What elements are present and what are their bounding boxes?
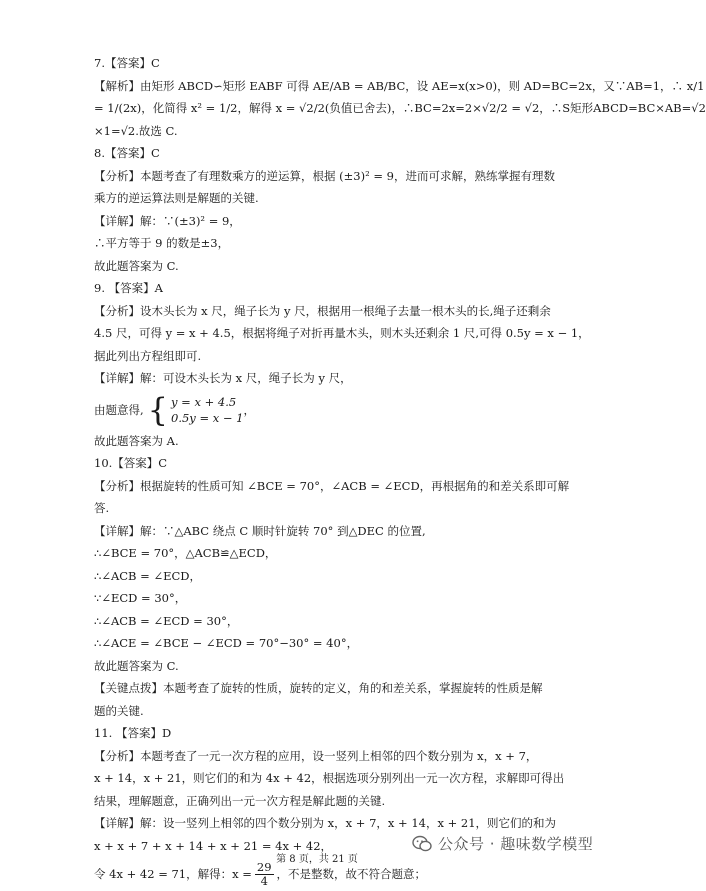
text-line: ∴∠ACB = ∠ECD = 30°， <box>94 613 239 628</box>
text-line: ∴∠BCE = 70°，△ACB≌△ECD， <box>94 546 277 560</box>
text-line: 10.【答案】C <box>94 456 168 470</box>
system-suffix: ， <box>243 402 255 417</box>
text-line: 7.【答案】C <box>94 56 160 70</box>
page-content <box>94 52 706 891</box>
left-brace-icon: { <box>147 390 169 429</box>
system-equation-2: 0.5y = x − 1 <box>171 410 244 425</box>
text-line: 11. 【答案】D <box>94 726 172 740</box>
text-line: 【分析】根据旋转的性质可知 ∠BCE = 70°，∠ACB = ∠ECD，再根据角的和差关系即可解 <box>94 478 570 493</box>
text-line: x + 14，x + 21，则它们的和为 4x + 42，根据选项分别列出一元一次方程，求解即可得出 <box>94 771 565 785</box>
text-line: 故此题答案为 A. <box>94 433 179 448</box>
text-line: ∵∠ECD = 30°， <box>94 591 187 605</box>
text-line: 【分析】设木头长为 x 尺，绳子长为 y 尺，根据用一根绳子去量一根木头的长,绳子还剩余 <box>94 303 551 318</box>
fraction-line-prefix: 令 4x + 42 = 71，解得：x = <box>94 867 252 881</box>
text-line: 8.【答案】C <box>94 146 160 160</box>
text-line: 【详解】解：∵(±3)² = 9， <box>94 213 241 228</box>
text-line: x + x + 7 + x + 14 + x + 21 = 4x + 42， <box>94 838 333 853</box>
system-prefix: 由题意得, <box>94 402 144 417</box>
system-equations <box>171 394 243 426</box>
system-equation-1: y = x + 4.5 <box>171 394 237 409</box>
text-line: 【分析】本题考查了有理数乘方的逆运算，根据 (±3)² = 9，进而可求解，熟练掌握有理数 <box>94 168 555 183</box>
text-line: ∴∠ACB = ∠ECD， <box>94 568 202 583</box>
text-line: 结果，理解题意，正确列出一元一次方程是解此题的关键. <box>94 793 386 808</box>
text-line: ∴∠ACE = ∠BCE − ∠ECD = 70°−30° = 40°， <box>94 636 359 650</box>
text-line: = 1/(2x)，化简得 x² = 1/2，解得 x = √2/2(负值已舍去)，∴BC=2x=2×√2/2 = √2，∴S矩形ABCD=BC×AB=√2 <box>94 101 706 115</box>
watermark-text: 公众号 · 趣味数学模型 <box>438 835 594 853</box>
text-line: 【解析】由矩形 ABCD∽矩形 EABF 可得 AE/AB = AB/BC，设 AE=x(x>0)，则 AD=BC=2x，又∵AB=1，∴ x/1 <box>94 78 705 93</box>
text-line: 乘方的逆运算法则是解题的关键. <box>94 191 259 205</box>
text-line: 【详解】解：设一竖列上相邻的四个数分别为 x，x + 7，x + 14，x + 21，则它们的和为 <box>94 816 557 830</box>
fraction-line-suffix: ，不是整数，故不符合题意； <box>276 867 427 881</box>
text-line: 【详解】解：可设木头长为 x 尺，绳子长为 y 尺， <box>94 371 352 385</box>
text-line: 题的关键. <box>94 703 144 718</box>
text-line: ×1=√2.故选 C. <box>94 123 178 138</box>
text-line: 故此题答案为 C. <box>94 258 179 273</box>
text-line: 答. <box>94 501 110 515</box>
fraction-denominator: 4 <box>260 873 268 888</box>
text-line: 据此列出方程组即可. <box>94 348 202 363</box>
text-line: 9. 【答案】A <box>94 281 163 295</box>
equation-system <box>94 390 552 430</box>
text-line: 【关键点拨】本题考查了旋转的性质，旋转的定义，角的和差关系，掌握旋转的性质是解 <box>94 681 543 695</box>
fraction-numerator: 29 <box>256 859 272 874</box>
text-line: 4.5 尺，可得 y = x + 4.5，根据将绳子对折再量木头，则木头还剩余 1 尺,可得 0.5y = x − 1， <box>94 326 590 340</box>
text-line: 【分析】本题考查了一元一次方程的应用，设一竖列上相邻的四个数分别为 x，x + 7， <box>94 748 538 763</box>
page-footer: 第 8 页，共 21 页 <box>276 854 358 865</box>
text-line: ∴平方等于 9 的数是±3， <box>94 236 230 250</box>
text-line: 故此题答案为 C. <box>94 658 179 673</box>
text-line: 【详解】解：∵△ABC 绕点 C 顺时针旋转 70° 到△DEC 的位置, <box>94 523 426 538</box>
